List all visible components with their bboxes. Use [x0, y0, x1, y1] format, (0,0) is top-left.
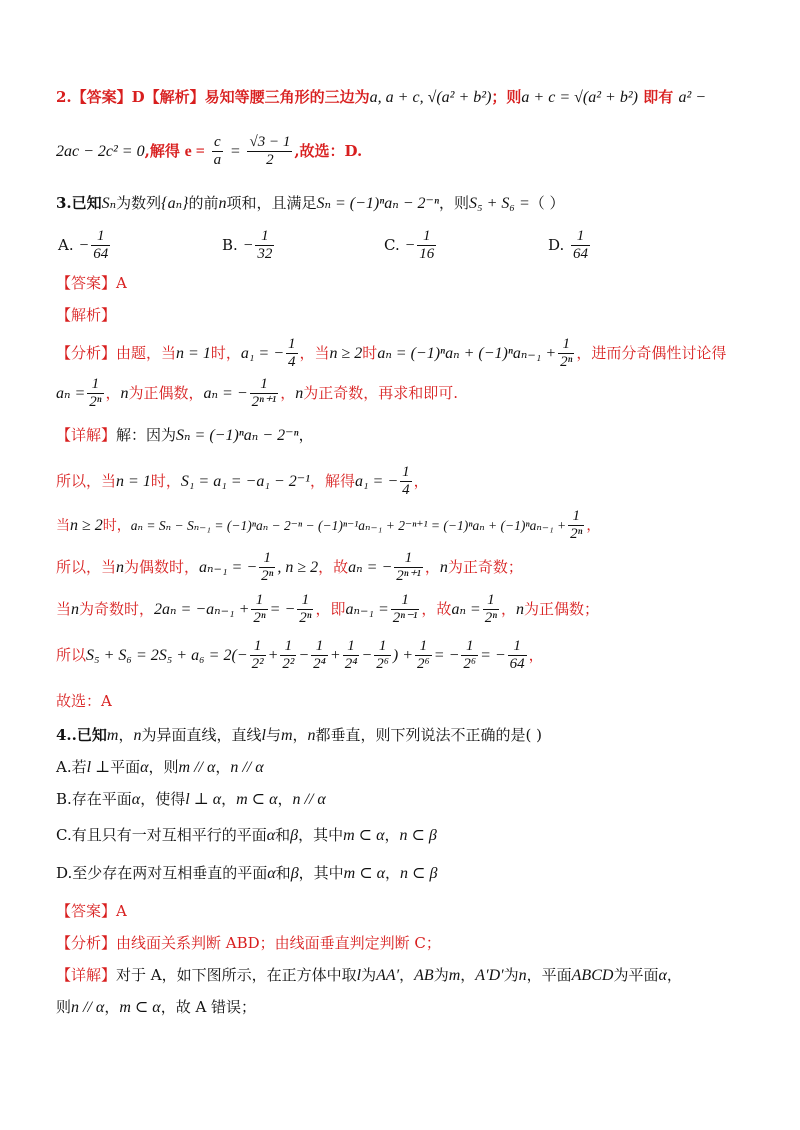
q4-detail: 【详解】对于 A，如下图所示，在正方体中取l为AA′，AB为m，A′D′为n，平面ABCD为平面α， — [56, 966, 682, 984]
q2-then: ；则 — [491, 88, 522, 106]
q3-n: n — [218, 195, 227, 212]
q3-option-b: B. − $\frac{1}{32}$ — [222, 228, 273, 263]
q4-option-a: A.若l ⊥平面α，则m // α，n // α — [56, 758, 264, 776]
q3-mid3: 项和，且满足 — [226, 194, 317, 212]
q2-text1: ,解得 — [144, 141, 180, 160]
q3-stem — [56, 194, 760, 213]
q3-formula: Sₙ = (−1)ⁿaₙ − 2⁻ⁿ — [316, 195, 440, 212]
q2-frac-e: $\frac{√3 - 1}{2}$ — [249, 134, 291, 169]
q3-detail-line3: 所以，当n为偶数时，aₙ₋₁ = − $\frac{1}{\text{2ⁿ}}$ , n ≥ 2，故aₙ = − $\frac{1}{\text{2ⁿ⁺¹}}$ ，n为正奇数； — [56, 550, 523, 585]
q2-eqsign: = — [229, 142, 241, 160]
q2-line1 — [56, 88, 760, 107]
q3-paren: （ ） — [529, 194, 565, 212]
q2-tail: a² − — [678, 89, 707, 106]
q3-prefix: 3.已知 — [56, 194, 102, 212]
q3-mid2: 的前 — [188, 194, 219, 212]
q2-e: e = — [184, 142, 205, 160]
q3-answer: 【答案】A — [56, 274, 127, 292]
q4-last: 则n // α，m ⊂ α，故 A 错误； — [56, 998, 257, 1016]
q3-detail-line4: 当n为奇数时，2aₙ = −aₙ₋₁ + $\frac{1}{\text{2ⁿ}}$ = − $\frac{1}{\text{2ⁿ}}$ ，即aₙ₋₁ = $\frac{1}{\text{2ⁿ⁻¹}}$ ，故aₙ = $\frac{1}{\text{2ⁿ}}$ ，n为正偶数； — [56, 592, 599, 627]
q2-text2: ,故选：D. — [294, 141, 363, 160]
q4-option-c: C.有且只有一对互相平行的平面α和β，其中m ⊂ α，n ⊂ β — [56, 826, 437, 844]
q4-answer: 【答案】A — [56, 902, 127, 920]
q3-mid4: ，则 — [439, 194, 470, 212]
q3-sn: Sₙ — [101, 195, 117, 212]
q3-detail-intro: 【详解】解：因为Sₙ = (−1)ⁿaₙ − 2⁻ⁿ， — [56, 426, 314, 444]
q3-option-c: C. − $\frac{1}{16}$ — [384, 228, 435, 263]
q3-option-a: A. − $\frac{1}{64}$ — [58, 228, 109, 263]
q2-line2 — [56, 134, 760, 170]
q2-eq2: 2ac − 2c² = 0 — [56, 142, 145, 160]
q3-ask: S₅ + S₆ = — [469, 195, 530, 212]
q4-analysis: 【分析】由线面关系判断 ABD；由线面垂直判定判断 C； — [56, 934, 441, 952]
q2-answer-tag: 2.【答案】D【解析】易知等腰三角形的三边为 — [56, 88, 370, 106]
q3-jiexi: 【解析】 — [56, 306, 117, 324]
q3-detail-line1: 所以，当n = 1时，S₁ = a₁ = −a₁ − 2⁻¹，解得a₁ = − $\frac{1}{4}$ ， — [56, 464, 429, 499]
q3-analysis-1: 【分析】由题，当n = 1时，a₁ = − $\frac{1}{4}$ ，当n ≥ 2时aₙ = (−1)ⁿaₙ + (−1)ⁿaₙ₋₁ + $\frac{1}{\text{2ⁿ}}$ ，进而分奇偶性讨论得 — [56, 336, 727, 371]
q3-mid1: 为数列 — [116, 194, 162, 212]
q2-eq1: a + c = √(a² + b²) — [521, 89, 638, 106]
q4-option-d: D.至少存在两对互相垂直的平面α和β，其中m ⊂ α，n ⊂ β — [56, 864, 438, 882]
q3-an: {aₙ} — [161, 195, 189, 212]
q3-detail-line5: 所以S₅ + S₆ = 2S₅ + a₆ = 2(− $\frac{1}{\text{2²}}$ + $\frac{1}{\text{2²}}$ − $\frac{1}{\text{2⁴}}$ + $\frac{1}{\text{2⁴}}$ − $\frac{1}{\text{2⁶}}$ ) + $\frac{1}{\text{2⁶}}$ = − $\frac{1}{\text{2⁶}}$ = − $\frac{1}{64}$ ， — [56, 638, 544, 673]
q4-stem: 4..已知m，n为异面直线，直线l与m，n都垂直，则下列说法不正确的是( ) — [56, 726, 543, 744]
q3-analysis-2: aₙ = $\frac{1}{\text{2ⁿ}}$ ，n为正偶数，aₙ = − $\frac{1}{\text{2ⁿ⁺¹}}$ ，n为正奇数，再求和即可. — [56, 376, 459, 411]
q3-final: 故选：A — [56, 692, 112, 710]
q2-frac-ca: $\frac{c}{a}$ — [213, 134, 222, 169]
q3-option-d: D. $\frac{1}{64}$ — [548, 228, 589, 263]
q3-detail-line2: 当n ≥ 2时，aₙ = Sₙ − Sₙ₋₁ = (−1)ⁿaₙ − 2⁻ⁿ − (−1)ⁿ⁻¹aₙ₋₁ + 2⁻ⁿ⁺¹ = (−1)ⁿaₙ + (−1)ⁿaₙ₋₁ + $\frac{1}{\text{2ⁿ}}$ ， — [56, 508, 601, 543]
q4-option-b: B.存在平面α，使得l ⊥ α，m ⊂ α，n // α — [56, 790, 326, 808]
q2-sides: a, a + c, √(a² + b²) — [369, 89, 492, 106]
q2-suffix: 即有 — [643, 88, 674, 106]
